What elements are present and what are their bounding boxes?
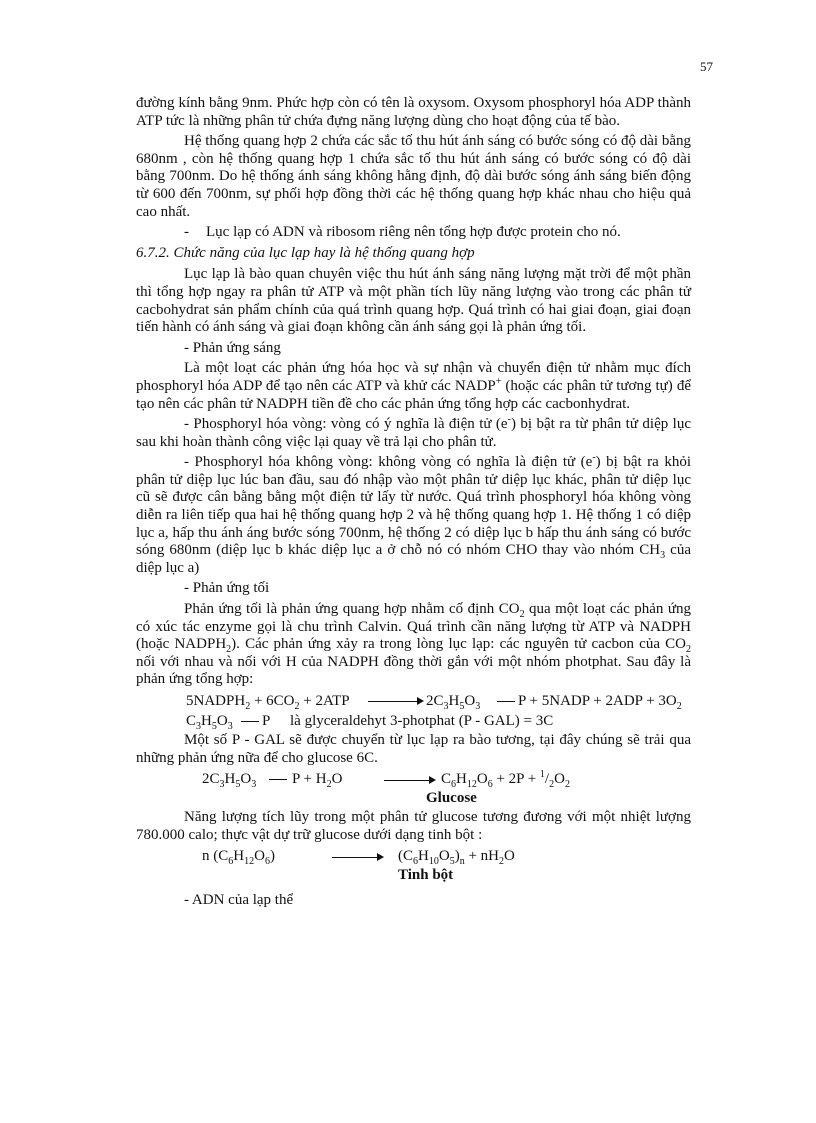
subheading-dark-reaction: - Phản ứng tối [184,580,270,597]
equation-calvin [136,692,691,712]
subheading-plastid-dna: - ADN của lạp thể [184,892,294,909]
equation-text: là glyceraldehyt 3-photphat (P - GAL) = 3C [290,713,554,729]
reaction-arrow-icon [384,775,436,785]
superscript: - [507,414,511,426]
subscript: 2 [686,644,691,656]
bullet-dash: - [184,224,189,241]
equation-right: $C_6H_{12}O_6 + 2P + ^1/_2O_2$ [441,769,570,791]
label-glucose: Glucose [426,790,477,807]
equation-left: n $(C_6H_{12}O_6)$ [202,848,275,868]
text-part: - Phosphoryl hóa vòng: vòng có ý nghĩa là điện tử (e [184,416,508,433]
subscript: 2 [226,644,232,656]
text-part: ) bị bật ra từ phân tử diệp lục sau khi hoàn thành công việc lại quay về trả lại cho phân tử. [136,416,692,450]
label-starch: Tinh bột [398,867,454,884]
subscript: 2 [519,609,525,621]
paragraph-dark-reaction [136,601,691,689]
bond-line [497,691,515,702]
text-part: của diệp lục a) [136,542,691,576]
text-part: ). Các phản ứng xảy ra trong lòng lục lạp: các nguyên tử cacbon của CO [231,636,686,653]
text-part: Phản ứng tối là phản ứng quang hợp nhằm cố định CO [184,601,520,618]
equation-glucose [136,770,691,790]
bond-line [241,711,259,722]
equation-starch [136,847,691,867]
bond-line [269,769,287,780]
text-part: nối với nhau và nối với H của NADPH đồng thời gắn với một nhóm photphat. Sau đây là phản ứng tổng hợp: [136,653,691,688]
equation-pgal [136,712,691,732]
text-part: qua một loạt các phản ứng có xúc tác enzyme gọi là chu trình Calvin. Quá trình cần năng lượng từ ATP và NADPH (hoặc NADPH [136,601,692,653]
document-body [136,95,691,913]
label-glucose-row [136,790,691,809]
superscript: - [592,452,596,464]
text-part: (hoặc các phân tử tương tự) để tạo nên các phân tử NADPH tiền đề cho các phản ứng tổng hợp các cacbonhydrat. [136,377,691,412]
paragraph-noncyclic-phosphorylation [136,454,691,577]
subscript: 3 [660,550,666,562]
paragraph-cyclic-phosphorylation [136,416,691,451]
paragraph-chloroplast-function: Lục lạp là bào quan chuyên việc thu hút ánh sáng năng lượng mặt trời để một phần thì tổng hợp ngay ra phân tử ATP và một phần tích lũy năng lượng vào trong các phân tử cacbohydrat sản phẩm chính của quá trình quang hợp. Quá trình có hai giai đoạn, giai đoạn tiến hành có ánh sáng và giai đoạn không cần ánh sáng gọi là phản ứng tối. [136,266,691,336]
text-part: - Phosphoryl hóa không vòng: không vòng có nghĩa là điện tử (e [184,454,593,471]
superscript: + [495,375,502,387]
paragraph-glucose-energy: Năng lượng tích lũy trong một phân tử glucose tương đương với một nhiệt lượng 780.000 calo; thực vật dự trữ glucose dưới dạng tinh bột : [136,809,691,843]
paragraph-oxysom: đường kính bằng 9nm. Phức hợp còn có tên là oxysom. Oxysom phosphoryl hóa ADP thành ATP tức là những phân tử chứa đựng năng lượng dùng cho hoạt động của tế bào. [136,95,691,129]
label-starch-row [136,867,691,886]
paragraph-light-reaction [136,360,691,413]
reaction-arrow-icon [332,852,384,862]
page-number: 57 [700,59,713,74]
section-heading: 6.7.2. Chức năng của lục lạp hay là hệ thống quang hợp [136,244,475,261]
equation-left: $5NADPH_2 + 6CO_2 + 2ATP$ [186,693,350,712]
equation-left: $2C_3H_5O_3$ [202,771,257,791]
paragraph-pgal-transport: Một số P - GAL sẽ được chuyển từ lục lạp ra bào tương, tại đây chúng sẽ trải qua những phản ứng nữa để cho glucose 6C. [136,732,691,766]
bullet-chloroplast-dna [136,224,691,242]
equation-p: P [262,713,271,729]
equation-mid: $P + H_2O$ [292,771,343,791]
equation-left: $C_3H_5O_3$ [186,713,233,732]
equation-product: $2C_3H_5O_3$ [426,693,481,712]
equation-tail: P + 5NADP + $2ADP + 3O_2$ [518,693,682,712]
paragraph-photosystems: Hệ thống quang hợp 2 chứa các sắc tố thu hút ánh sáng có bước sóng có độ dài bằng 680nm , còn hệ thống quang hợp 1 chứa sắc tố thu hút ánh sáng có bước sóng có độ dài bằng 700nm. Do hệ thống ánh sáng không hằng định, độ dài bước sóng ánh sáng biến động từ 600 đến 700nm, sự phối hợp đồng thời các hệ thống quang hợp khác nhau cho hiệu quả cao nhất. [136,133,691,220]
equation-right: $(C_6H_{10}O_5)_n + nH_2O$ [398,848,515,868]
text-part: Là một loạt các phản ứng hóa học và sự nhận và chuyển điện tử nhằm mục đích phosphoryl hóa ADP để tạo nên các ATP và khử các NADP [136,360,691,394]
bullet-text: Lục lạp có ADN và ribosom riêng nên tổng hợp được protein cho nó. [206,224,621,241]
subheading-light-reaction: - Phản ứng sáng [184,339,281,356]
reaction-arrow-icon [368,696,424,706]
text-part: ) bị bật ra khỏi phân tử diệp lục lúc ban đầu, sau đó nhập vào một phân tử diệp lục khác, phân tử diệp lục cũ sẽ được cân bằng bằng một điện tử lấy từ nước. Quá trình phosphoryl hóa không vòng diễn ra liên tiếp qua hai hệ thống quang hợp 2 và hệ thống quang hợp 1. Hệ thống 1 có diệp lục a, hấp thu ánh áng bước sóng 700nm, hệ thống 2 có diệp lục b hấp thu ánh sáng có bước sóng 680nm (diệp lục b khác diệp lục a ở chỗ nó có nhóm CHO thay vào nhóm CH [136,454,692,559]
